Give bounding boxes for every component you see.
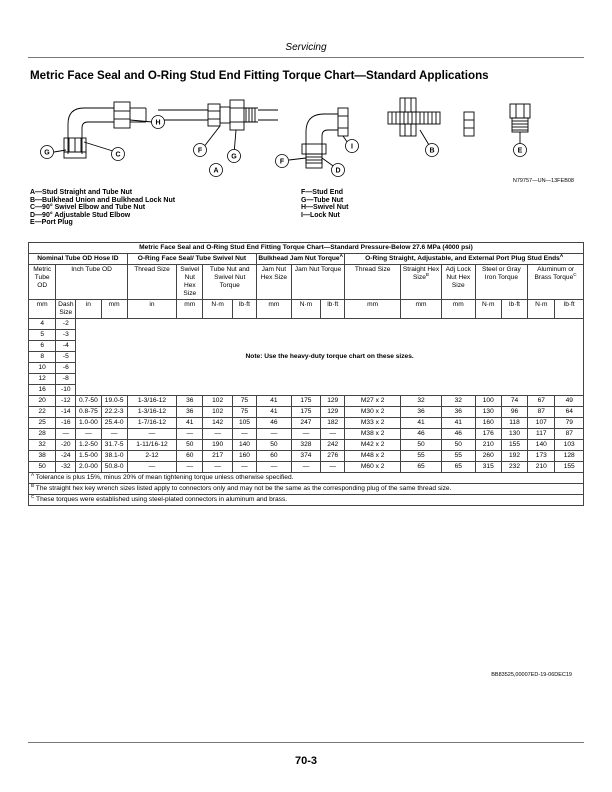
page-title: Metric Face Seal and O-Ring Stud End Fitting Torque Chart—Standard Applications: [30, 69, 489, 82]
col-tube-nut-torque: Tube Nut and Swivel Nut Torque: [203, 265, 257, 300]
group-bulkhead-label: Bulkhead Jam Nut Torque: [258, 255, 340, 262]
svg-text:G: G: [231, 153, 237, 161]
table-cell: 242: [321, 440, 345, 451]
callout-d: [332, 164, 345, 177]
table-cell: 117: [528, 429, 555, 440]
table-row: [29, 319, 584, 330]
table-cell: 247: [291, 418, 320, 429]
table-cell: 328: [291, 440, 320, 451]
table-cell: 315: [475, 462, 501, 473]
table-cell: 140: [528, 440, 555, 451]
footnote-row: [29, 473, 584, 484]
table-cell: 210: [475, 440, 501, 451]
table-cell: 107: [528, 418, 555, 429]
table-cell: 60: [177, 451, 203, 462]
table-title: Metric Face Seal and O-Ring Stud End Fitting Torque Chart—Standard Pressure-Below 27.6 MPa (4000 psi): [29, 243, 584, 254]
table-cell: M48 x 2: [345, 451, 401, 462]
table-cell: 87: [528, 407, 555, 418]
table-cell: —: [321, 462, 345, 473]
legend-item: H—Swivel Nut: [301, 204, 349, 212]
table-cell: 129: [321, 396, 345, 407]
table-cell: —: [257, 462, 292, 473]
table-cell: 65: [441, 462, 475, 473]
table-cell: —: [232, 462, 256, 473]
table-cell: 25.4-0: [101, 418, 127, 429]
callout-f: [276, 155, 289, 168]
table-cell: 50: [29, 462, 56, 473]
unit-cell: in: [76, 300, 101, 319]
table-cell: -8: [56, 374, 76, 385]
unit-cell: mm: [441, 300, 475, 319]
group-oring-straight-label: O-Ring Straight, Adjustable, and External Port Plug Stud Ends: [365, 255, 560, 262]
footnote-mark-c: C: [573, 271, 577, 277]
table-cell: 41: [441, 418, 475, 429]
table-cell: —: [127, 462, 176, 473]
table-cell: 0.7-50: [76, 396, 101, 407]
doc-id: BB83525,00007ED-19-06DEC19: [491, 672, 572, 678]
unit-cell: N·m: [291, 300, 320, 319]
table-cell: 41: [401, 418, 442, 429]
table-cell: 36: [441, 407, 475, 418]
table-cell: 102: [203, 396, 232, 407]
unit-cell: mm: [401, 300, 442, 319]
running-header: Servicing: [285, 42, 327, 53]
unit-cell: mm: [177, 300, 203, 319]
table-cell: 25: [29, 418, 56, 429]
unit-cell: lb·ft: [321, 300, 345, 319]
table-cell: 50: [177, 440, 203, 451]
col-metric-od: Metric Tube OD: [29, 265, 56, 300]
footnote-mark-a: A: [339, 252, 343, 258]
unit-cell: in: [127, 300, 176, 319]
svg-text:B: B: [429, 147, 435, 155]
group-oring-straight: [345, 254, 584, 265]
col-jam-torque: Jam Nut Torque: [291, 265, 345, 300]
svg-text:C: C: [115, 151, 121, 159]
legend-item: F—Stud End: [301, 189, 343, 196]
table-cell: 173: [528, 451, 555, 462]
table-cell: 260: [475, 451, 501, 462]
legend-item: I—Lock Nut: [301, 211, 340, 219]
svg-text:E: E: [517, 147, 523, 155]
col-aluminum: [528, 265, 584, 300]
col-thread-size-2: Thread Size: [345, 265, 401, 300]
table-cell: 32: [441, 396, 475, 407]
table-cell: 41: [257, 407, 292, 418]
footnote-mark-a: A: [559, 252, 564, 258]
legend-left: [30, 189, 175, 227]
unit-cell: N·m: [528, 300, 555, 319]
table-row: [29, 407, 584, 418]
table-cell: 182: [321, 418, 345, 429]
torque-table: [28, 242, 584, 506]
table-cell: 32: [29, 440, 56, 451]
table-cell: 8: [29, 352, 56, 363]
unit-cell: mm: [345, 300, 401, 319]
table-cell: -6: [56, 363, 76, 374]
footnote: [29, 495, 584, 506]
table-cell: 1-3/16-12: [127, 396, 176, 407]
table-cell: 75: [232, 396, 256, 407]
svg-text:G: G: [44, 149, 50, 157]
legend-item: A—Stud Straight and Tube Nut: [30, 189, 133, 196]
unit-cell: Dash Size: [56, 300, 76, 319]
table-cell: —: [203, 462, 232, 473]
unit-cell: mm: [257, 300, 292, 319]
table-cell: 217: [203, 451, 232, 462]
table-row: [29, 440, 584, 451]
table-cell: 103: [555, 440, 584, 451]
table-cell: 38: [29, 451, 56, 462]
footnote-text: Tolerance is plus 15%, minus 20% of mean tightening torque unless otherwise specified.: [34, 474, 294, 481]
svg-text:F: F: [197, 147, 203, 155]
table-cell: 2-12: [127, 451, 176, 462]
col-steel: Steel or Gray Iron Torque: [475, 265, 528, 300]
table-cell: 1-7/16-12: [127, 418, 176, 429]
callout-g-left: [41, 146, 54, 159]
col-straight-hex: [401, 265, 442, 300]
table-cell: 31.7-5: [101, 440, 127, 451]
footnote-text: These torques were established using steel-plated connectors in aluminum and brass.: [34, 496, 288, 503]
table-cell: —: [76, 429, 101, 440]
callout-b: [426, 144, 439, 157]
unit-cell: mm: [29, 300, 56, 319]
table-cell: 87: [555, 429, 584, 440]
footnote-row: [29, 484, 584, 495]
table-cell: 155: [555, 462, 584, 473]
footnote-mark: C: [31, 493, 35, 499]
table-cell: 50.8-0: [101, 462, 127, 473]
unit-cell: N·m: [475, 300, 501, 319]
header-rule: [28, 57, 584, 58]
table-cell: 1-11/16-12: [127, 440, 176, 451]
footnote: [29, 484, 584, 495]
table-cell: 41: [257, 396, 292, 407]
col-swivel-hex: Swivel Nut Hex Size: [177, 265, 203, 300]
unit-cell: lb·ft: [232, 300, 256, 319]
table-cell: 36: [177, 396, 203, 407]
table-cell: -20: [56, 440, 76, 451]
table-cell: 4: [29, 319, 56, 330]
table-cell: 60: [257, 451, 292, 462]
unit-cell: mm: [101, 300, 127, 319]
table-cell: 140: [232, 440, 256, 451]
table-cell: 100: [475, 396, 501, 407]
table-cell: 16: [29, 385, 56, 396]
table-cell: 130: [501, 429, 527, 440]
table-cell: 55: [401, 451, 442, 462]
table-row: [29, 396, 584, 407]
table-cell: 22: [29, 407, 56, 418]
table-cell: M27 x 2: [345, 396, 401, 407]
table-cell: -24: [56, 451, 76, 462]
callout-c: [112, 148, 125, 161]
table-cell: 64: [555, 407, 584, 418]
torque-table-container: [28, 242, 584, 506]
table-cell: 32: [401, 396, 442, 407]
page-number: 70-3: [294, 755, 318, 767]
table-row: [29, 451, 584, 462]
fittings-illustration: [28, 94, 584, 186]
table-cell: 46: [401, 429, 442, 440]
footnote-mark-b: B: [425, 271, 429, 277]
table-cell: —: [291, 462, 320, 473]
table-cell: —: [257, 429, 292, 440]
legend-right: [301, 189, 348, 219]
table-cell: 232: [501, 462, 527, 473]
svg-text:H: H: [155, 119, 161, 127]
svg-text:I: I: [351, 143, 353, 151]
callout-e: [514, 144, 527, 157]
footnote-mark: A: [31, 471, 35, 477]
table-cell: 96: [501, 407, 527, 418]
group-oring-face: O-Ring Face Seal/ Tube Swivel Nut: [127, 254, 256, 265]
legend-item: D—90° Adjustable Stud Elbow: [30, 211, 131, 219]
table-cell: —: [177, 462, 203, 473]
table-cell: 28: [29, 429, 56, 440]
col-inch-od: Inch Tube OD: [56, 265, 127, 300]
table-cell: 374: [291, 451, 320, 462]
table-cell: 46: [441, 429, 475, 440]
table-cell: 118: [501, 418, 527, 429]
table-cell: M42 x 2: [345, 440, 401, 451]
table-cell: —: [56, 429, 76, 440]
legend-item: E—Port Plug: [30, 219, 73, 227]
table-cell: M38 x 2: [345, 429, 401, 440]
col-straight-hex-label: Straight Hex Size: [402, 266, 440, 281]
col-adj-lock: Adj Lock Nut Hex Size: [441, 265, 475, 300]
footnote: [29, 473, 584, 484]
table-row: [29, 418, 584, 429]
table-cell: -14: [56, 407, 76, 418]
table-cell: -16: [56, 418, 76, 429]
table-cell: 65: [401, 462, 442, 473]
port-plug-drawing: [510, 104, 530, 132]
table-row: [29, 429, 584, 440]
table-cell: 38.1-0: [101, 451, 127, 462]
table-cell: 50: [257, 440, 292, 451]
swivel-elbow-drawing: [64, 102, 146, 158]
table-cell: 175: [291, 407, 320, 418]
svg-text:A: A: [213, 167, 219, 175]
units-row: [29, 300, 584, 319]
table-cell: 22.2-3: [101, 407, 127, 418]
table-cell: -12: [56, 396, 76, 407]
table-cell: 74: [501, 396, 527, 407]
table-cell: 210: [528, 462, 555, 473]
footnote-row: [29, 495, 584, 506]
table-cell: 10: [29, 363, 56, 374]
table-cell: 0.8-75: [76, 407, 101, 418]
unit-cell: lb·ft: [501, 300, 527, 319]
table-cell: 75: [232, 407, 256, 418]
footnote-text: The straight hex key wrench sizes listed apply to connectors only and may not be the same as the corresponding plug of the same thread size.: [34, 485, 452, 492]
table-cell: 105: [232, 418, 256, 429]
footnote-mark: B: [31, 482, 35, 488]
table-cell: 46: [257, 418, 292, 429]
table-cell: 192: [501, 451, 527, 462]
table-cell: —: [101, 429, 127, 440]
table-cell: 49: [555, 396, 584, 407]
table-cell: 6: [29, 341, 56, 352]
table-cell: -3: [56, 330, 76, 341]
table-cell: 41: [177, 418, 203, 429]
table-cell: 175: [291, 396, 320, 407]
table-cell: 190: [203, 440, 232, 451]
table-cell: 19.0-5: [101, 396, 127, 407]
legend-item: C—90° Swivel Elbow and Tube Nut: [30, 204, 146, 212]
table-cell: 50: [441, 440, 475, 451]
stud-straight-drawing: [158, 100, 278, 130]
table-cell: 55: [441, 451, 475, 462]
table-cell: M30 x 2: [345, 407, 401, 418]
table-cell: 20: [29, 396, 56, 407]
legend-item: G—Tube Nut: [301, 196, 344, 204]
table-cell: -2: [56, 319, 76, 330]
col-jam-hex: Jam Nut Hex Size: [257, 265, 292, 300]
table-cell: —: [177, 429, 203, 440]
table-cell: 276: [321, 451, 345, 462]
callout-a: [210, 164, 223, 177]
table-cell: 1.5-00: [76, 451, 101, 462]
table-cell: —: [321, 429, 345, 440]
table-note: Note: Use the heavy-duty torque chart on these sizes.: [76, 319, 584, 396]
table-cell: -5: [56, 352, 76, 363]
col-thread-size: Thread Size: [127, 265, 176, 300]
table-cell: -32: [56, 462, 76, 473]
table-cell: M60 x 2: [345, 462, 401, 473]
adjustable-elbow-drawing: [302, 108, 348, 168]
table-cell: 79: [555, 418, 584, 429]
table-cell: 160: [232, 451, 256, 462]
table-cell: —: [232, 429, 256, 440]
table-cell: 1.2-50: [76, 440, 101, 451]
table-cell: 142: [203, 418, 232, 429]
table-cell: -10: [56, 385, 76, 396]
table-cell: 1-3/16-12: [127, 407, 176, 418]
table-cell: 160: [475, 418, 501, 429]
table-cell: 36: [177, 407, 203, 418]
bulkhead-union-drawing: [388, 98, 474, 136]
table-cell: 67: [528, 396, 555, 407]
table-cell: 50: [401, 440, 442, 451]
table-cell: 176: [475, 429, 501, 440]
unit-cell: N·m: [203, 300, 232, 319]
figure-code: N79757—UN—13FEB08: [512, 178, 574, 184]
group-nominal: Nominal Tube OD Hose ID: [29, 254, 128, 265]
legend-item: B—Bulkhead Union and Bulkhead Lock Nut: [30, 196, 176, 204]
table-cell: 12: [29, 374, 56, 385]
table-cell: M33 x 2: [345, 418, 401, 429]
table-cell: 5: [29, 330, 56, 341]
col-aluminum-label: Aluminum or Brass Torque: [534, 266, 575, 281]
table-cell: 36: [401, 407, 442, 418]
table-cell: 155: [501, 440, 527, 451]
callout-g: [228, 150, 241, 163]
table-cell: -4: [56, 341, 76, 352]
callout-h: [152, 116, 165, 129]
table-cell: —: [291, 429, 320, 440]
table-row: [29, 462, 584, 473]
callout-i: [346, 140, 359, 153]
svg-text:F: F: [279, 158, 285, 166]
footer-rule: [28, 742, 584, 743]
callout-f-left: [194, 144, 207, 157]
unit-cell: lb·ft: [555, 300, 584, 319]
table-cell: —: [203, 429, 232, 440]
table-cell: 102: [203, 407, 232, 418]
table-cell: —: [127, 429, 176, 440]
svg-text:D: D: [335, 167, 341, 175]
group-bulkhead: [257, 254, 345, 265]
table-cell: 129: [321, 407, 345, 418]
table-cell: 1.0-00: [76, 418, 101, 429]
table-cell: 130: [475, 407, 501, 418]
table-cell: 2.0-00: [76, 462, 101, 473]
table-cell: 128: [555, 451, 584, 462]
